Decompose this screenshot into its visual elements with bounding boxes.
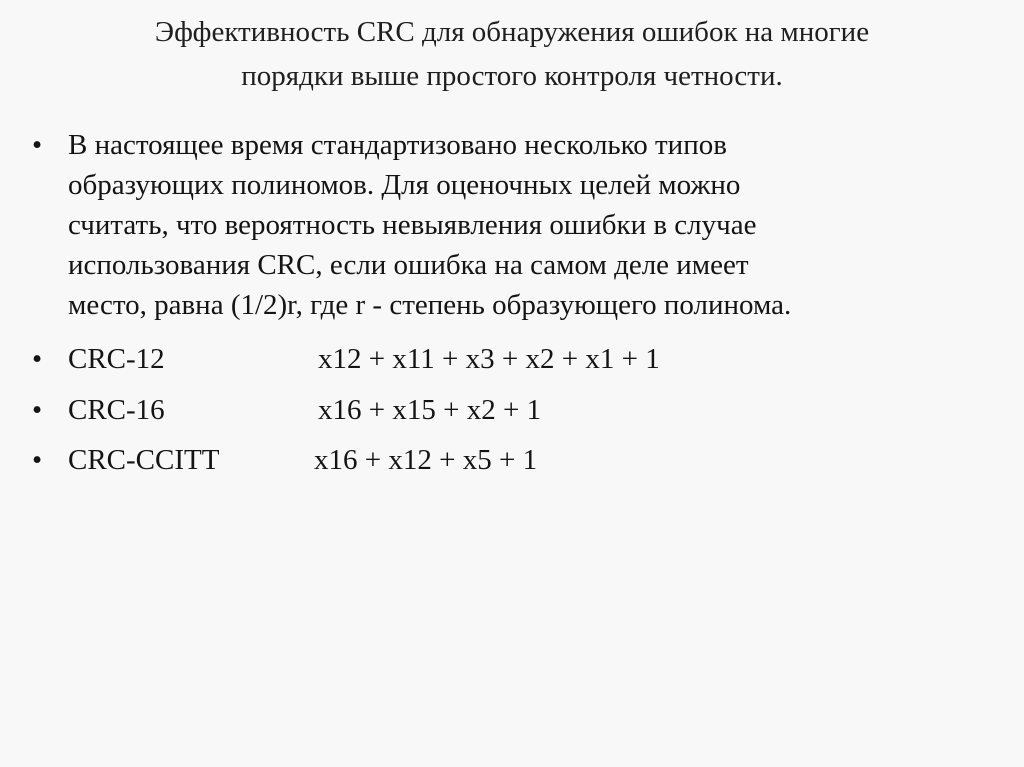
bullet-dot-icon: • [32,343,43,375]
polynomial-expression: x16 + x12 + x5 + 1 [314,444,538,476]
bullet-dot-icon: • [32,444,43,476]
bullet-dot-icon: • [32,129,43,161]
polynomial-expression: x12 + x11 + x3 + x2 + x1 + 1 [318,343,660,375]
paragraph-line: место, равна (1/2)r, где r - степень образующего полинома. [68,289,792,321]
polynomial-name: CRC-12 [68,343,165,375]
bullet-dot-icon: • [32,394,43,426]
polynomial-expression: x16 + x15 + x2 + 1 [318,394,542,426]
paragraph-line: использования CRC, если ошибка на самом деле имеет [68,249,749,281]
slide-title [40,10,984,98]
paragraph-line: образующих полиномов. Для оценочных целей можно [68,169,741,201]
intro-paragraph [68,125,968,325]
polynomial-name: CRC-CCITT [68,444,220,476]
title-line: порядки выше простого контроля четности. [241,60,783,92]
paragraph-line: В настоящее время стандартизовано несколько типов [68,129,727,161]
polynomial-name: CRC-16 [68,394,165,426]
title-line: Эффективность CRC для обнаружения ошибок на многие [154,16,870,48]
paragraph-line: считать, что вероятность невыявления ошибки в случае [68,209,757,241]
